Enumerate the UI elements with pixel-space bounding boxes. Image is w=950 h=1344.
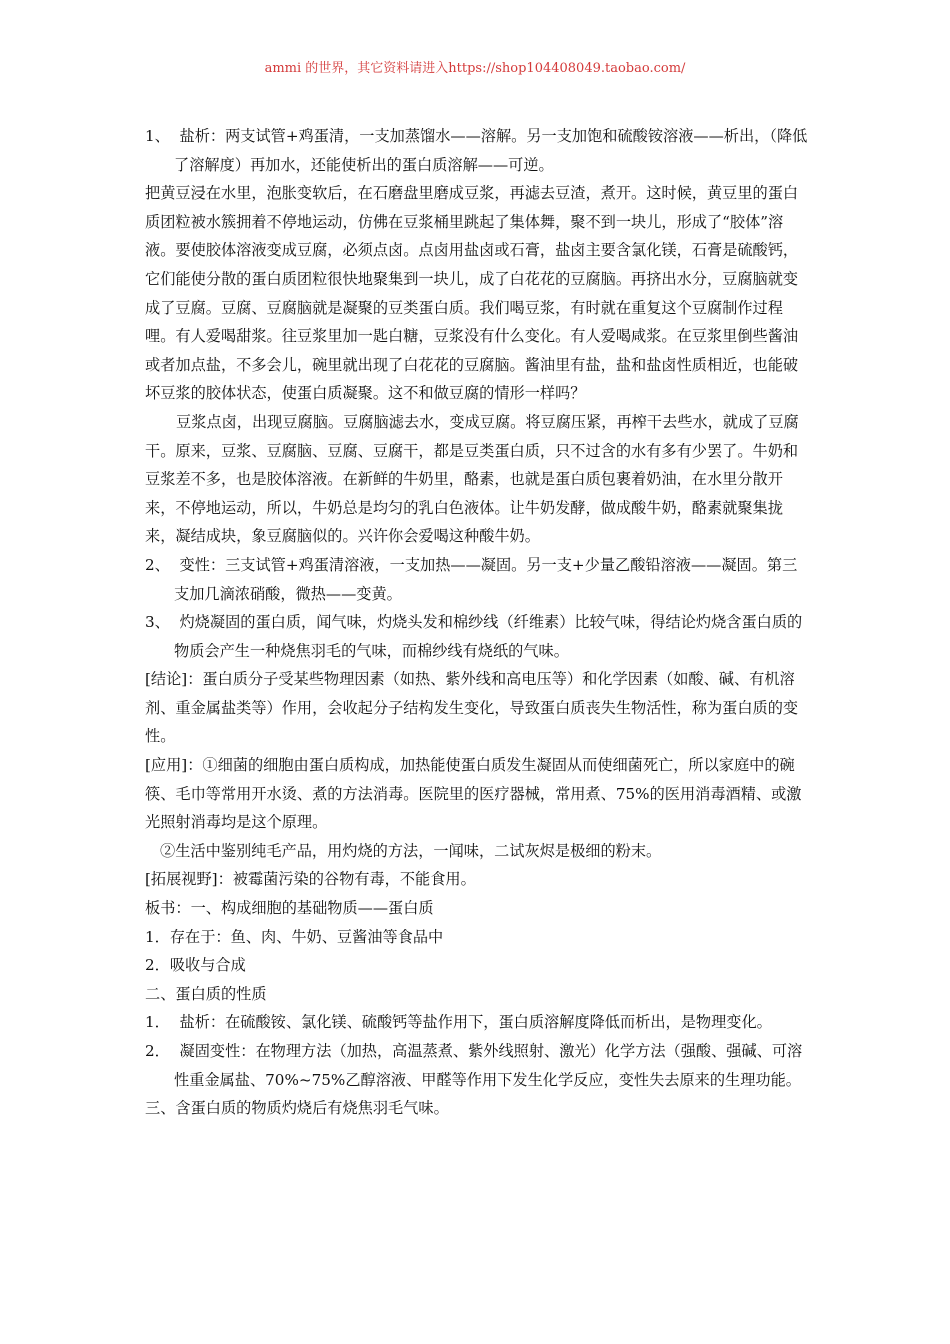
paragraph-application-2: ②生活中鉴别纯毛产品，用灼烧的方法，一闻味，二试灰烬是极细的粉末。 [160,841,662,860]
board-section-2-item-1: 1． 盐析：在硫酸铵、氯化镁、硫酸钙等盐作用下，蛋白质溶解度降低而析出，是物理变化。 [145,1013,772,1032]
board-item-2: 2．吸收与合成 [145,956,246,975]
paragraph-application: [应用]：①细菌的细胞由蛋白质构成，加热能使蛋白质发生凝固从而使细菌死亡，所以家庭中的碗筷、毛巾等常用开水烫、煮的方法消毒。医院里的医疗器械，常用煮、75%的医用消毒酒精、或激光照射消毒均是这个原理。 [145,756,802,832]
board-section-3: 三、含蛋白质的物质灼烧后有烧焦羽毛气味。 [145,1099,449,1118]
paragraph-conclusion: [结论]：蛋白质分子受某些物理因素（如热、紫外线和高电压等）和化学因素（如酸、碱、有机溶剂、重金属盐类等）作用，会收起分子结构发生变化，导致蛋白质丧失生物活性，称为蛋白质的变性。 [145,670,799,746]
board-item-1: 1．存在于：鱼、肉、牛奶、豆酱油等食品中 [145,927,444,946]
item-salting-out: 1、 盐析：两支试管+鸡蛋清，一支加蒸馏水——溶解。另一支加饱和硫酸铵溶液——析出，（降低了溶解度）再加水，还能使析出的蛋白质溶解——可逆。 [145,127,808,174]
item-burning: 3、 灼烧凝固的蛋白质，闻气味，灼烧头发和棉纱线（纤维素）比较气味，得结论灼烧含蛋白质的物质会产生一种烧焦羽毛的气味，而棉纱线有烧纸的气味。 [145,613,803,660]
item-denaturation: 2、 变性：三支试管+鸡蛋清溶液，一支加热——凝固。另一支+少量乙酸铅溶液——凝固。第三支加几滴浓硝酸，微热——变黄。 [145,555,798,603]
header-link-text[interactable]: ammi 的世界，其它资料请进入https://shop104408049.taobao.com/ [264,61,686,76]
board-section-2-item-2: 2． 凝固变性：在物理方法（加热，高温蒸煮、紫外线照射、激光）化学方法（强酸、强碱、可溶性重金属盐、70%~75%乙醇溶液、甲醛等作用下发生化学反应，变性失去原来的生理功能。 [145,1042,803,1089]
board-section-2: 二、蛋白质的性质 [145,984,267,1003]
document-body [145,122,809,1123]
board-title: 板书：一、构成细胞的基础物质——蛋白质 [145,899,434,918]
paragraph-soymilk: 豆浆点卤，出现豆腐脑。豆腐脑滤去水，变成豆腐。将豆腐压紧，再榨干去些水，就成了豆腐干。原来，豆浆、豆腐脑、豆腐、豆腐干，都是豆类蛋白质，只不过含的水有多有少罢了。牛奶和豆浆差不多，也是胶体溶液。在新鲜的牛奶里，酪素，也就是蛋白质包裹着奶油，在水里分散开来，不停地运动，所以，牛奶总是均匀的乳白色液体。让牛奶发酵，做成酸牛奶，酪素就聚集拢来，凝结成块，象豆腐脑似的。兴许你会爱喝这种酸牛奶。 [145,412,799,546]
paragraph-tofu: 把黄豆浸在水里，泡胀变软后，在石磨盘里磨成豆浆，再滤去豆渣，煮开。这时候，黄豆里的蛋白质团粒被水簇拥着不停地运动，仿佛在豆浆桶里跳起了集体舞，聚不到一块儿，形成了“胶体”溶液。要使胶体溶液变成豆腐，必须点卤。点卤用盐卤或石膏，盐卤主要含氯化镁，石膏是硫酸钙，它们能使分散的蛋白质团粒很快地聚集到一块儿，成了白花花的豆腐脑。再挤出水分，豆腐脑就变成了豆腐。豆腐、豆腐脑就是凝聚的豆类蛋白质。我们喝豆浆，有时就在重复这个豆腐制作过程哩。有人爱喝甜浆。往豆浆里加一匙白糖，豆浆没有什么变化。有人爱喝咸浆。在豆浆里倒些酱油或者加点盐，不多会儿，碗里就出现了白花花的豆腐脑。酱油里有盐，盐和盐卤性质相近，也能破坏豆浆的胶体状态，使蛋白质凝聚。这不和做豆腐的情形一样吗？ [145,184,799,403]
paragraph-extended: [拓展视野]：被霉菌污染的谷物有毒，不能食用。 [145,870,476,889]
